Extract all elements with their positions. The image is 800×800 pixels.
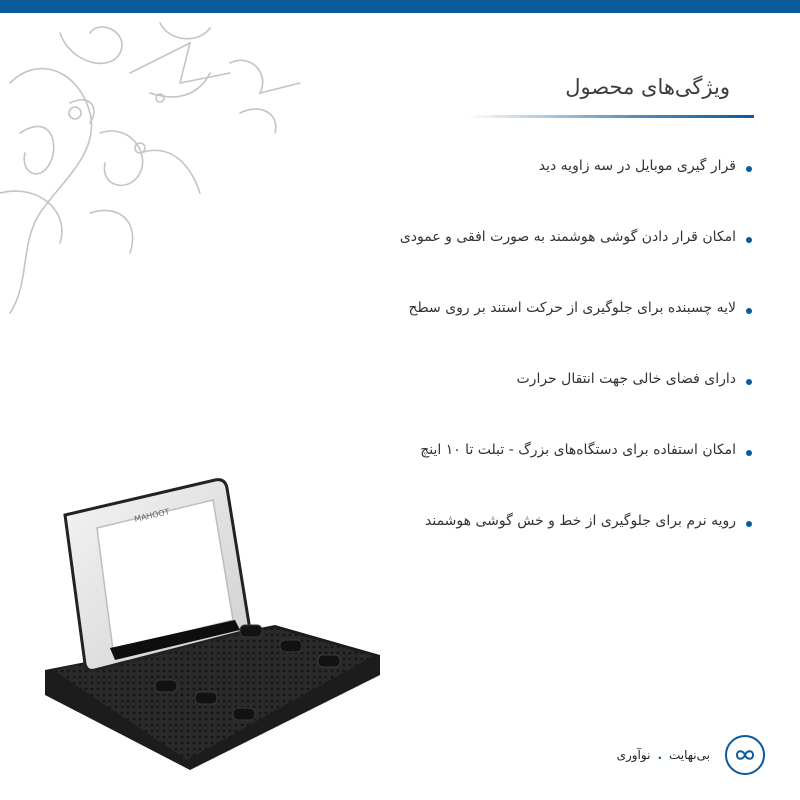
bullet-icon — [746, 237, 752, 243]
brand-word-a: بی‌نهایت — [669, 748, 710, 762]
feature-text: امکان استفاده برای دستگاه‌های بزرگ - تبلت تا ۱۰ اینچ — [420, 442, 736, 458]
feature-item — [292, 371, 752, 442]
top-accent-bar — [0, 0, 800, 13]
product-brand-mark: MAHOOT — [133, 507, 171, 524]
brand-separator-dot: . — [657, 748, 662, 762]
infinity-logo-icon — [724, 734, 766, 776]
feature-item — [292, 300, 752, 371]
brand-footer — [617, 734, 766, 776]
bullet-icon — [746, 308, 752, 314]
decorative-ornament — [0, 13, 320, 333]
bullet-icon — [746, 521, 752, 527]
product-image — [35, 470, 385, 780]
bullet-icon — [746, 379, 752, 385]
bullet-icon — [746, 166, 752, 172]
bullet-icon — [746, 450, 752, 456]
feature-text: دارای فضای خالی جهت انتقال حرارت — [516, 371, 736, 387]
brand-tagline — [617, 748, 710, 762]
brand-word-b: نوآوری — [616, 748, 651, 762]
title-underline — [466, 115, 754, 118]
feature-item — [292, 158, 752, 229]
feature-text: امکان قرار دادن گوشی هوشمند به صورت افقی و عمودی — [399, 229, 736, 245]
feature-item — [292, 229, 752, 300]
section-title: ویژگی‌های محصول — [565, 75, 730, 99]
feature-text: لایه چسبنده برای جلوگیری از حرکت استند بر روی سطح — [408, 300, 736, 316]
feature-text: قرار گیری موبایل در سه زاویه دید — [538, 158, 736, 174]
feature-text: رویه نرم برای جلوگیری از خط و خش گوشی هوشمند — [425, 513, 736, 529]
